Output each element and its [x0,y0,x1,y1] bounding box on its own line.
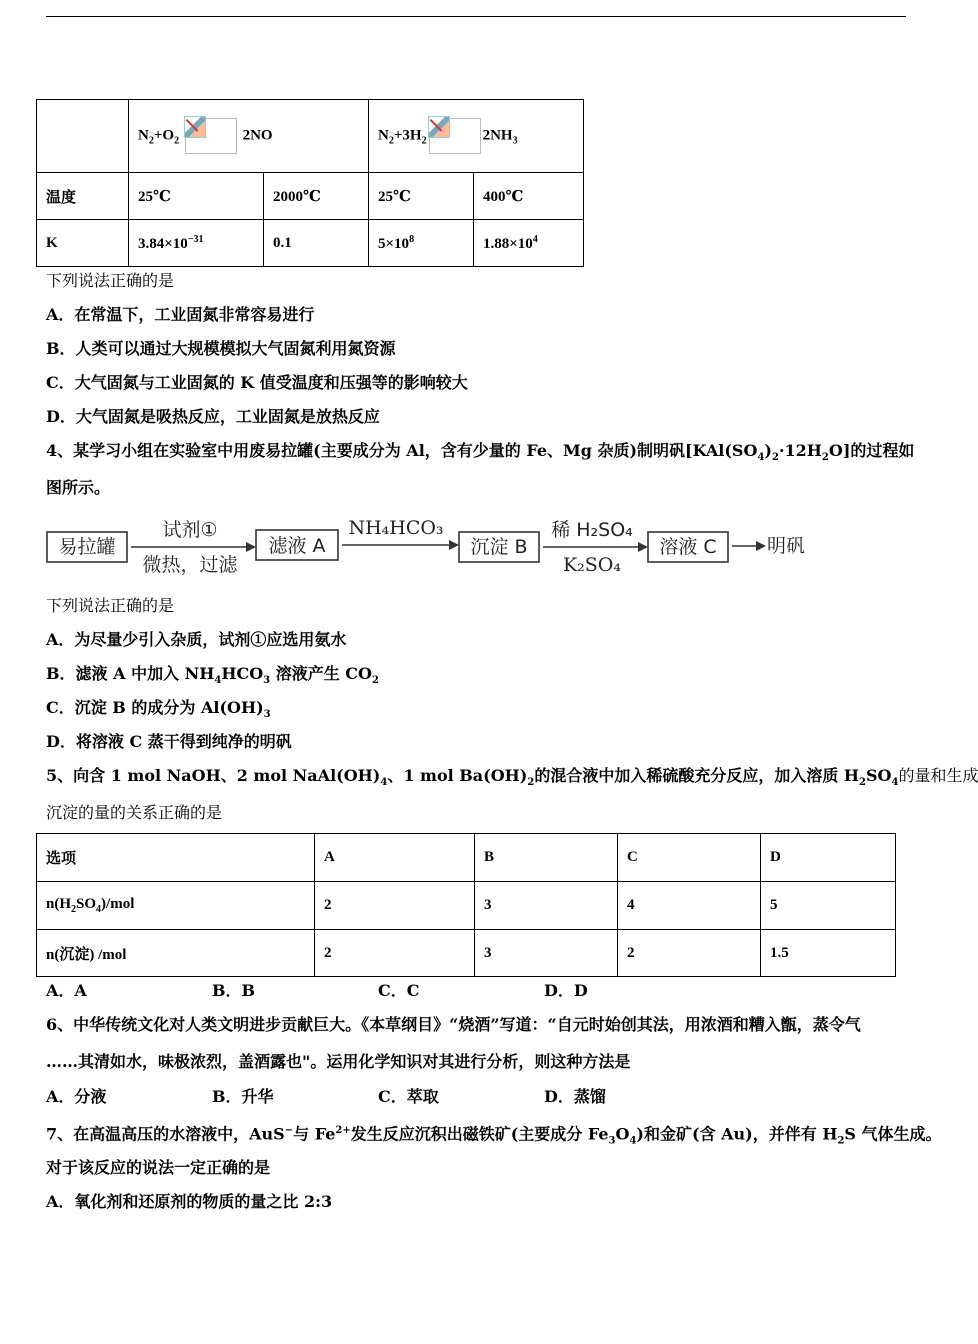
q5-option: D．D [544,981,588,1000]
q5-cell: 5 [761,882,896,930]
flow-arrowhead [449,540,459,550]
temp-cell: 25℃ [129,173,264,220]
equilibrium-constant-table [36,99,584,267]
q5-cell: 3 [475,882,618,930]
flow-arrowhead [756,541,766,551]
q5-option: B．B [212,981,256,1000]
k-cell: $5\times 10^8$ [369,220,474,267]
flow-box-filtrate-a-label: 滤液 A [268,535,326,557]
k-cell: $1.88\times 10^4$ [474,220,584,267]
q5-cell: 1.5 [761,930,896,977]
flow-arrowhead [246,542,256,552]
flow-reagent-2: NH₄HCO₃ [348,517,444,539]
header-rule [46,16,906,17]
q6-option: A．分液 [46,1087,107,1106]
temp-cell: 400℃ [474,173,584,220]
q5-option: C．C [378,981,420,1000]
alum-process-flow-diagram [44,510,814,582]
q5-row-label: n(沉淀) /mol [37,930,315,977]
q3-option-a: A．在常温下，工业固氮非常容易进行 [46,305,315,324]
q5-header-cell: 选项 [37,834,315,882]
q7-stem: 7、在高温高压的水溶液中，AuS−与 $Fe^{2+}$发生反应沉积出磁铁矿(主要成分 $Fe_3O_4$)和金矿(含 Au)，并伴有 $H_2S$ 气体生成。 [46,1124,942,1147]
temp-label: 温度 [37,173,129,220]
q7-option-a: A．氧化剂和还原剂的物质的量之比 2:3 [46,1192,333,1211]
q5-header-cell: D [761,834,896,882]
flow-reagent-3b: K₂SO₄ [562,554,622,576]
q5-options-table [36,833,896,977]
reaction2-cell: $N_2+3H_2$ $2NH_3$ [369,100,584,173]
q7-stem-cont: 对于该反应的说法一定正确的是 [46,1158,271,1177]
flow-box-precipitate-b-label: 沉淀 B [470,536,528,558]
q4-stem: 4、某学习小组在实验室中用废易拉罐(主要成分为 Al，含有少量的 Fe、Mg 杂质)制明矾$[KAl(SO_4)_2\cdot 12H_2O]$的过程如 [46,441,915,464]
q4-option-c: C．沉淀 B 的成分为 $Al(OH)_3$ [46,698,271,721]
q4-stem-cont: 图所示。 [46,478,111,497]
q6-stem: 6、中华传统文化对人类文明进步贡献巨大。《本草纲目》“烧酒”写道：“自元时始创其法，用浓酒和糟入甑，蒸令气 [46,1015,861,1034]
q6-option: D．蒸馏 [544,1087,606,1106]
flow-condition-1: 微热，过滤 [142,554,238,576]
q5-header-cell: A [315,834,475,882]
flow-reagent-1: 试剂① [162,519,218,541]
flow-product: 明矾 [766,535,806,557]
q5-stem: 5、向含 1 mol NaOH、2 mol $NaAl(OH)_4$、1 mol $Ba(OH)_2$的混合液中加入稀硫酸充分反应，加入溶质 $H_2SO_4$的量和生成 [46,766,978,789]
k-cell: $3.84\times 10^{-31}$ [129,220,264,267]
q5-option: A．A [46,981,87,1000]
q4-prompt: 下列说法正确的是 [46,596,175,615]
q5-header-cell: B [475,834,618,882]
q3-option-c: C．大气固氮与工业固氮的 K 值受温度和压强等的影响较大 [46,373,468,392]
temp-cell: 25℃ [369,173,474,220]
q4-option-d: D．将溶液 C 蒸干得到纯净的明矾 [46,732,292,751]
q3-option-b: B．人类可以通过大规模模拟大气固氮利用氮资源 [46,339,396,358]
q5-cell: 3 [475,930,618,977]
empty-corner-cell [37,100,129,173]
broken-image-icon [185,118,237,154]
flow-box-can-label: 易拉罐 [58,536,116,558]
q5-header-cell: C [618,834,761,882]
q6-stem-cont: ……其清如水，味极浓烈，盖酒露也"。运用化学知识对其进行分析，则这种方法是 [46,1052,631,1071]
broken-image-icon [429,118,481,154]
q3-prompt: 下列说法正确的是 [46,271,175,290]
q5-options [46,981,710,1001]
k-cell: 0.1 [264,220,369,267]
flow-reagent-3: 稀 H₂SO₄ [551,519,633,541]
q5-row-label: $n(H_2SO_4)$/mol [37,882,315,930]
q3-option-d: D．大气固氮是吸热反应，工业固氮是放热反应 [46,407,380,426]
temp-cell: 2000℃ [264,173,369,220]
q4-option-b: B．滤液 A 中加入 $NH_4HCO_3$ 溶液产生 $CO_2$ [46,664,379,687]
q5-cell: 2 [315,930,475,977]
q5-cell: 2 [315,882,475,930]
q6-option: B．升华 [212,1087,274,1106]
reaction1-cell: $N_2+O_2$ 2NO [129,100,369,173]
q6-options [46,1087,710,1107]
k-label: K [37,220,129,267]
q5-stem-cont: 沉淀的量的关系正确的是 [46,803,223,822]
flow-arrowhead [638,542,648,552]
q5-cell: 4 [618,882,761,930]
q4-option-a: A．为尽量少引入杂质，试剂①应选用氨水 [46,630,347,649]
q5-cell: 2 [618,930,761,977]
q6-option: C．萃取 [378,1087,439,1106]
flow-box-solution-c-label: 溶液 C [659,536,717,558]
